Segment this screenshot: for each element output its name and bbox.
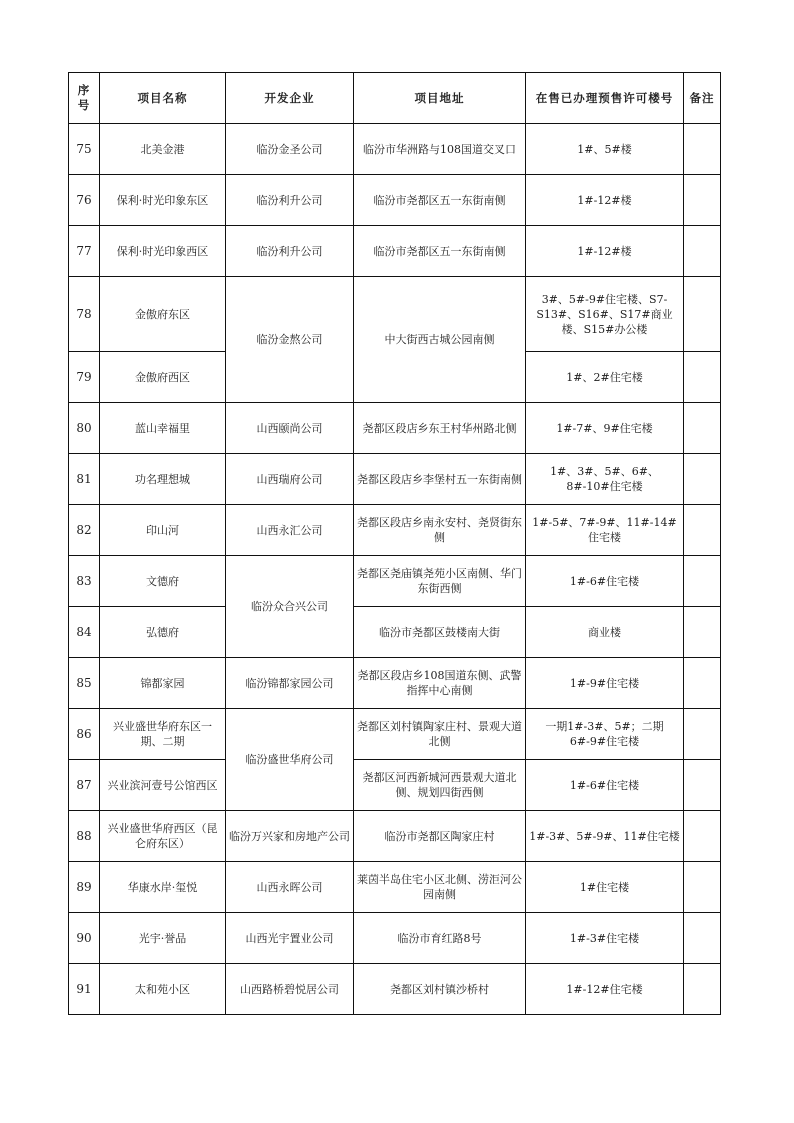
- cell-permit: 1#-12#住宅楼: [526, 964, 684, 1015]
- cell-note: [684, 709, 721, 760]
- cell-address: 尧都区刘村镇沙桥村: [354, 964, 526, 1015]
- cell-developer: 山西颐尚公司: [226, 403, 354, 454]
- cell-name: 保利·时光印象东区: [100, 175, 226, 226]
- cell-name: 兴业盛世华府东区一期、二期: [100, 709, 226, 760]
- cell-permit: 1#-3#、5#-9#、11#住宅楼: [526, 811, 684, 862]
- cell-address: 临汾市尧都区陶家庄村: [354, 811, 526, 862]
- cell-name: 锦都家园: [100, 658, 226, 709]
- cell-no: 84: [69, 607, 100, 658]
- cell-name: 金傲府东区: [100, 277, 226, 352]
- table-row: [69, 862, 721, 913]
- table-row: [69, 556, 721, 607]
- cell-note: [684, 403, 721, 454]
- cell-permit: 1#、3#、5#、6#、8#-10#住宅楼: [526, 454, 684, 505]
- cell-note: [684, 811, 721, 862]
- cell-name: 保利·时光印象西区: [100, 226, 226, 277]
- header-note: 备注: [684, 73, 721, 124]
- cell-permit: 1#-12#楼: [526, 175, 684, 226]
- cell-developer: 临汾众合兴公司: [226, 556, 354, 658]
- cell-no: 80: [69, 403, 100, 454]
- cell-note: [684, 862, 721, 913]
- cell-no: 76: [69, 175, 100, 226]
- cell-name: 印山河: [100, 505, 226, 556]
- cell-name: 文德府: [100, 556, 226, 607]
- cell-address: 尧都区河西新城河西景观大道北侧、规划四街西侧: [354, 760, 526, 811]
- cell-permit: 1#-9#住宅楼: [526, 658, 684, 709]
- cell-no: 87: [69, 760, 100, 811]
- table-row: [69, 175, 721, 226]
- cell-address: 临汾市尧都区鼓楼南大街: [354, 607, 526, 658]
- cell-developer: 临汾利升公司: [226, 175, 354, 226]
- table-row: [69, 505, 721, 556]
- header-developer: 开发企业: [226, 73, 354, 124]
- cell-permit: 商业楼: [526, 607, 684, 658]
- cell-name: 华康水岸·玺悦: [100, 862, 226, 913]
- table-header-row: [69, 73, 721, 124]
- cell-permit: 一期1#-3#、5#；二期6#-9#住宅楼: [526, 709, 684, 760]
- cell-note: [684, 277, 721, 352]
- table-row: [69, 913, 721, 964]
- cell-no: 79: [69, 352, 100, 403]
- cell-no: 88: [69, 811, 100, 862]
- cell-no: 91: [69, 964, 100, 1015]
- cell-name: 光宇·誉品: [100, 913, 226, 964]
- cell-address: 中大街西古城公园南侧: [354, 277, 526, 403]
- header-permit: 在售已办理预售许可楼号: [526, 73, 684, 124]
- cell-developer: 临汾万兴家和房地产公司: [226, 811, 354, 862]
- table-row: [69, 607, 721, 658]
- table-row: [69, 760, 721, 811]
- cell-developer: 临汾利升公司: [226, 226, 354, 277]
- cell-note: [684, 913, 721, 964]
- cell-note: [684, 607, 721, 658]
- cell-permit: 1#-3#住宅楼: [526, 913, 684, 964]
- cell-developer: 临汾锦都家园公司: [226, 658, 354, 709]
- cell-name: 蓝山幸福里: [100, 403, 226, 454]
- cell-address: 尧都区尧庙镇尧苑小区南侧、华门东街西侧: [354, 556, 526, 607]
- table-row: [69, 124, 721, 175]
- cell-permit: 1#、5#楼: [526, 124, 684, 175]
- cell-no: 75: [69, 124, 100, 175]
- cell-permit: 1#-12#楼: [526, 226, 684, 277]
- cell-no: 86: [69, 709, 100, 760]
- cell-address: 尧都区段店乡108国道东侧、武警指挥中心南侧: [354, 658, 526, 709]
- cell-developer: 临汾盛世华府公司: [226, 709, 354, 811]
- cell-developer: 山西路桥碧悦居公司: [226, 964, 354, 1015]
- cell-developer: 山西永汇公司: [226, 505, 354, 556]
- cell-note: [684, 124, 721, 175]
- cell-no: 85: [69, 658, 100, 709]
- cell-address: 临汾市尧都区五一东街南侧: [354, 175, 526, 226]
- cell-permit: 1#-6#住宅楼: [526, 556, 684, 607]
- cell-developer: 临汾金圣公司: [226, 124, 354, 175]
- cell-address: 尧都区刘村镇陶家庄村、景观大道北侧: [354, 709, 526, 760]
- cell-permit: 1#-6#住宅楼: [526, 760, 684, 811]
- cell-name: 兴业盛世华府西区（昆仑府东区）: [100, 811, 226, 862]
- table-row: [69, 226, 721, 277]
- cell-name: 北美金港: [100, 124, 226, 175]
- cell-address: 尧都区段店乡南永安村、尧贤街东侧: [354, 505, 526, 556]
- cell-address: 临汾市育红路8号: [354, 913, 526, 964]
- table-row: [69, 964, 721, 1015]
- cell-developer: 山西光宇置业公司: [226, 913, 354, 964]
- table-row: [69, 658, 721, 709]
- cell-note: [684, 760, 721, 811]
- cell-permit: 1#住宅楼: [526, 862, 684, 913]
- cell-no: 89: [69, 862, 100, 913]
- cell-name: 功名理想城: [100, 454, 226, 505]
- cell-no: 78: [69, 277, 100, 352]
- presale-permit-table: [68, 72, 721, 1015]
- cell-no: 77: [69, 226, 100, 277]
- cell-permit: 3#、5#-9#住宅楼、S7-S13#、S16#、S17#商业楼、S15#办公楼: [526, 277, 684, 352]
- cell-no: 90: [69, 913, 100, 964]
- cell-address: 临汾市尧都区五一东街南侧: [354, 226, 526, 277]
- header-name: 项目名称: [100, 73, 226, 124]
- cell-name: 太和苑小区: [100, 964, 226, 1015]
- cell-note: [684, 226, 721, 277]
- cell-note: [684, 175, 721, 226]
- cell-permit: 1#、2#住宅楼: [526, 352, 684, 403]
- cell-no: 81: [69, 454, 100, 505]
- cell-developer: 临汾金熬公司: [226, 277, 354, 403]
- table-row: [69, 403, 721, 454]
- cell-name: 兴业滨河壹号公馆西区: [100, 760, 226, 811]
- cell-developer: 山西永晖公司: [226, 862, 354, 913]
- table-row: [69, 277, 721, 352]
- cell-note: [684, 454, 721, 505]
- cell-note: [684, 658, 721, 709]
- cell-note: [684, 964, 721, 1015]
- table-row: [69, 811, 721, 862]
- cell-note: [684, 505, 721, 556]
- header-address: 项目地址: [354, 73, 526, 124]
- cell-permit: 1#-5#、7#-9#、11#-14#住宅楼: [526, 505, 684, 556]
- cell-no: 82: [69, 505, 100, 556]
- cell-address: 尧都区段店乡东王村华州路北侧: [354, 403, 526, 454]
- cell-address: 莱茵半岛住宅小区北侧、涝洰河公园南侧: [354, 862, 526, 913]
- cell-permit: 1#-7#、9#住宅楼: [526, 403, 684, 454]
- cell-name: 弘德府: [100, 607, 226, 658]
- cell-developer: 山西瑞府公司: [226, 454, 354, 505]
- cell-note: [684, 352, 721, 403]
- table-row: [69, 454, 721, 505]
- cell-name: 金傲府西区: [100, 352, 226, 403]
- cell-address: 尧都区段店乡李堡村五一东街南侧: [354, 454, 526, 505]
- header-no: 序号: [69, 73, 100, 124]
- cell-address: 临汾市华洲路与108国道交叉口: [354, 124, 526, 175]
- table-row: [69, 709, 721, 760]
- cell-no: 83: [69, 556, 100, 607]
- cell-note: [684, 556, 721, 607]
